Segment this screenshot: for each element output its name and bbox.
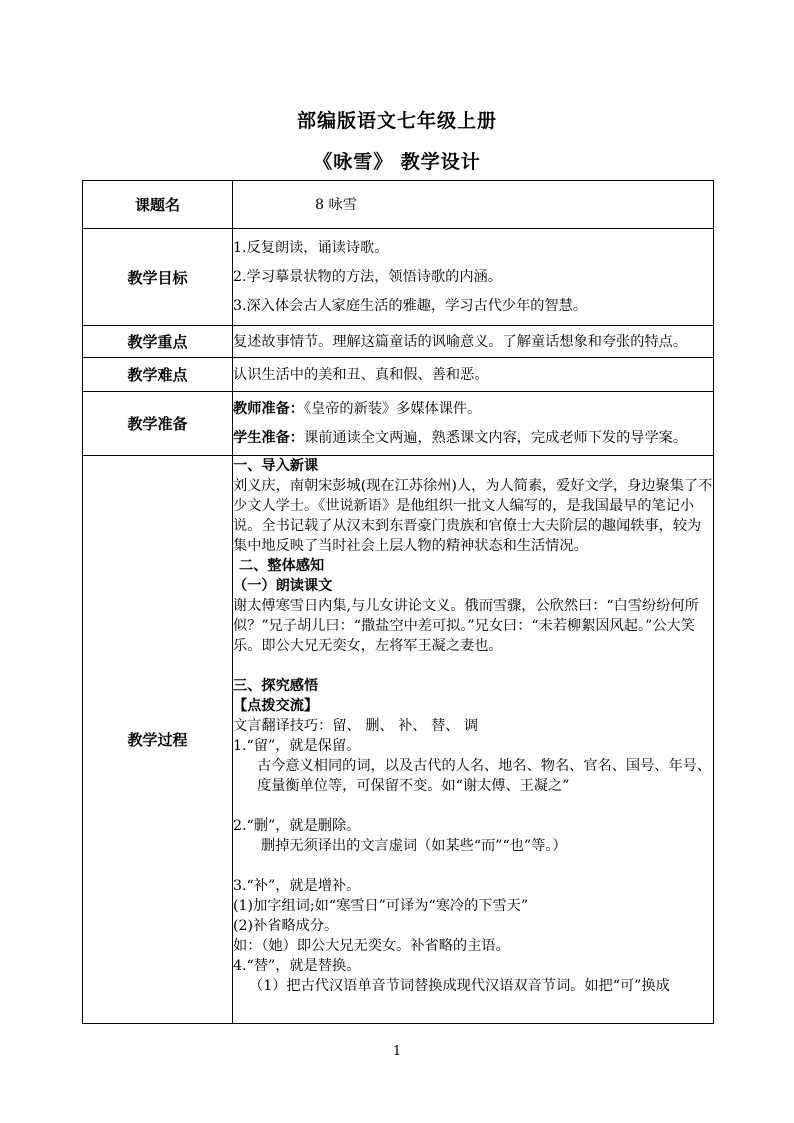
table-row-prep: [83, 392, 714, 456]
goals-label: 教学目标: [83, 229, 233, 326]
topic-cell: [233, 181, 714, 229]
lesson-title: 《咏雪》 教学设计: [313, 151, 481, 173]
document-title: 部编版语文七年级上册: [296, 110, 497, 132]
lesson-plan-table: [82, 180, 714, 1024]
item-text: (2)补省略成分。: [233, 918, 339, 934]
goal-item: 1.反复朗读，诵读诗歌。: [233, 240, 389, 256]
table-row-goals: [83, 229, 714, 326]
process-cell: [233, 456, 714, 1024]
table-row-key: [83, 326, 714, 358]
table-row-topic: [83, 181, 714, 229]
item-text: （1）把古代汉语单音节词替换成现代汉语双音节词。如把“可”换成: [249, 978, 670, 994]
section-heading: 一、导入新课: [233, 458, 319, 474]
topic-value: 8 咏雪: [315, 196, 357, 213]
section-text: 谢太傅寒雪日内集,与儿女讲论文义。俄而雪骤，公欣然曰：“白雪纷纷何所似？”兄子胡儿曰：“撒盐空中差可拟。”兄女曰：“未若柳絮因风起。”公大笑乐。即公大兄无奕女，左将军王凝之妻也。: [233, 598, 699, 654]
key-label: 教学重点: [83, 326, 233, 358]
subsection-heading: 【点拨交流】: [233, 698, 319, 714]
teacher-prep-label: 教师准备：: [233, 401, 304, 417]
section-heading: 三、探究感悟: [233, 678, 319, 694]
process-label: 教学过程: [83, 456, 233, 1024]
section-text: 刘义庆，南朝宋彭城(现在江苏徐州)人，为人简素，爱好文学，身边聚集了不少文人学士。《世说新语》是他组织一批文人编写的，是我国最早的笔记小说。全书记载了从汉末到东晋豪门贵族和官僚士大夫阶层的趣闻轶事，较为集中地反映了当时社会上层人物的精神状态和生活情况。: [233, 478, 713, 554]
prep-label: 教学准备: [83, 392, 233, 456]
table-row-difficulty: [83, 358, 714, 392]
page-number: 1: [392, 1044, 402, 1059]
prep-cell: [233, 392, 714, 456]
item-text: 如：（她）即公大兄无奕女。补省略的主语。: [233, 938, 510, 954]
key-value: 复述故事情节。理解这篇童话的讽喻意义。了解童话想象和夸张的特点。: [233, 326, 714, 358]
section-heading: 二、整体感知: [239, 558, 325, 574]
item-title: 2.“删”，就是删除。: [233, 818, 361, 834]
item-text: 删掉无须译出的文言虚词（如某些“而”“也”等。）: [261, 838, 567, 854]
student-prep-label: 学生准备：: [233, 430, 304, 446]
section-text: 文言翻译技巧：留、 删、 补、 替、 调: [233, 718, 479, 734]
item-title: 4.“替”，就是替换。: [233, 958, 361, 974]
subsection-heading: （一）朗读课文: [233, 578, 333, 594]
goal-item: 3.深入体会古人家庭生活的雅趣，学习古代少年的智慧。: [233, 298, 588, 314]
item-text: 古今意义相同的词，以及古代的人名、地名、物名、官名、国号、年号、度量衡单位等，可保留不变。如“谢太傅、王凝之”: [257, 758, 712, 794]
item-title: 3.“补”，就是增补。: [233, 878, 361, 894]
goals-cell: [233, 229, 714, 326]
table-row-process: [83, 456, 714, 1024]
teacher-prep-value: 《皇帝的新装》多媒体课件。: [303, 401, 482, 417]
goal-item: 2.学习摹景状物的方法，领悟诗歌的内涵。: [233, 269, 502, 285]
difficulty-value: 认识生活中的美和丑、真和假、善和恶。: [233, 358, 714, 392]
item-text: (1)加字组词;如“寒雪日”可译为“寒冷的下雪天”: [233, 898, 529, 914]
item-title: 1.“留”，就是保留。: [233, 738, 361, 754]
student-prep-value: 课前通读全文两遍，熟悉课文内容，完成老师下发的导学案。: [303, 430, 688, 446]
difficulty-label: 教学难点: [83, 358, 233, 392]
topic-label: 课题名: [83, 181, 233, 229]
